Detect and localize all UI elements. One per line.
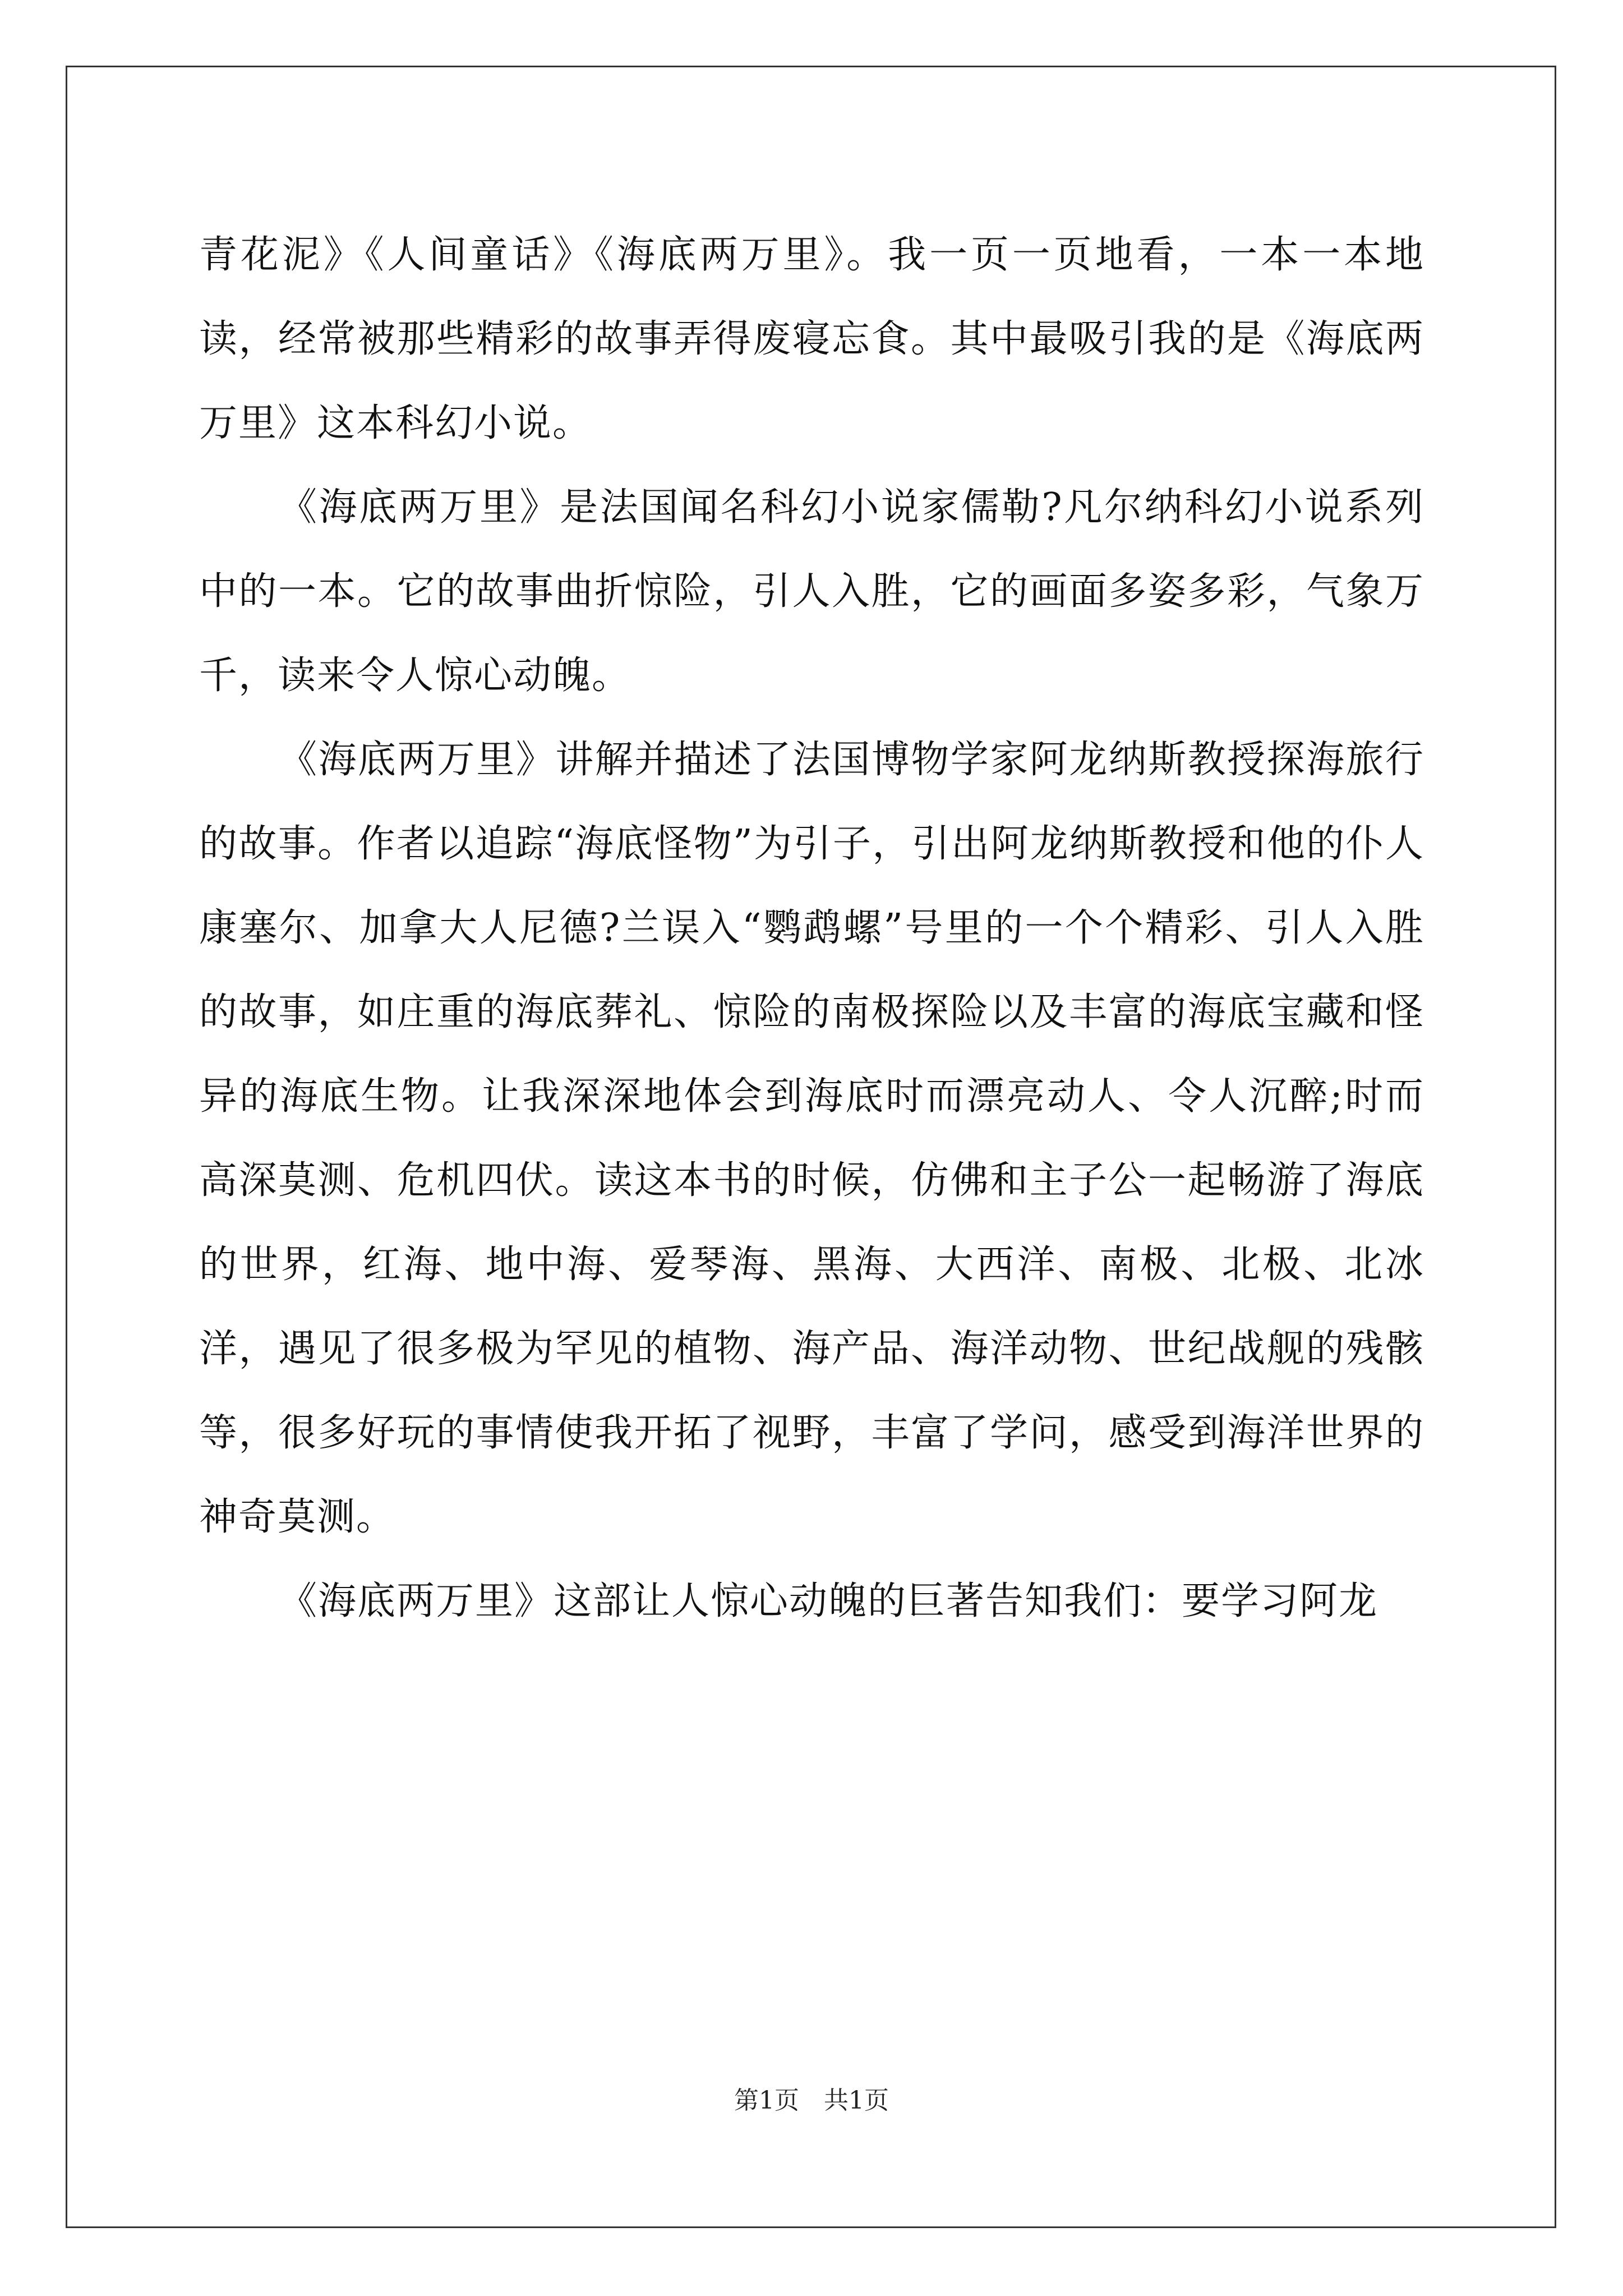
paragraph: 青花泥》《人间童话》《海底两万里》。我一页一页地看，一本一本地读，经常被那些精彩的故事弄得废寝忘食。其中最吸引我的是《海底两万里》这本科幻小说。 bbox=[199, 233, 1424, 445]
page-number-footer: 第1页 共1页 bbox=[734, 2086, 889, 2115]
paragraph: 《海底两万里》这部让人惊心动魄的巨著告知我们：要学习阿龙 bbox=[279, 1579, 1378, 1623]
paragraph: 《海底两万里》讲解并描述了法国博物学家阿龙纳斯教授探海旅行的故事。作者以追踪“海底怪物”为引子，引出阿龙纳斯教授和他的仆人康塞尔、加拿大人尼德?兰误入“鹦鹉螺”号里的一个个精彩、引人入胜的故事，如庄重的海底葬礼、惊险的南极探险以及丰富的海底宝藏和怪异的海底生物。让我深深地体会到海底时而漂亮动人、令人沉醉;时而高深莫测、危机四伏。读这本书的时候，仿佛和主子公一起畅游了海底的世界，红海、地中海、爱琴海、黑海、大西洋、南极、北极、北冰洋，遇见了很多极为罕见的植物、海产品、海洋动物、世纪战舰的残骸等，很多好玩的事情使我开拓了视野，丰富了学问，感受到海洋世界的神奇莫测。 bbox=[199, 738, 1424, 1539]
paragraph: 《海底两万里》是法国闻名科幻小说家儒勒?凡尔纳科幻小说系列中的一本。它的故事曲折惊险，引人入胜，它的画面多姿多彩，气象万千，读来令人惊心动魄。 bbox=[199, 485, 1424, 698]
document-body bbox=[199, 213, 1424, 1644]
